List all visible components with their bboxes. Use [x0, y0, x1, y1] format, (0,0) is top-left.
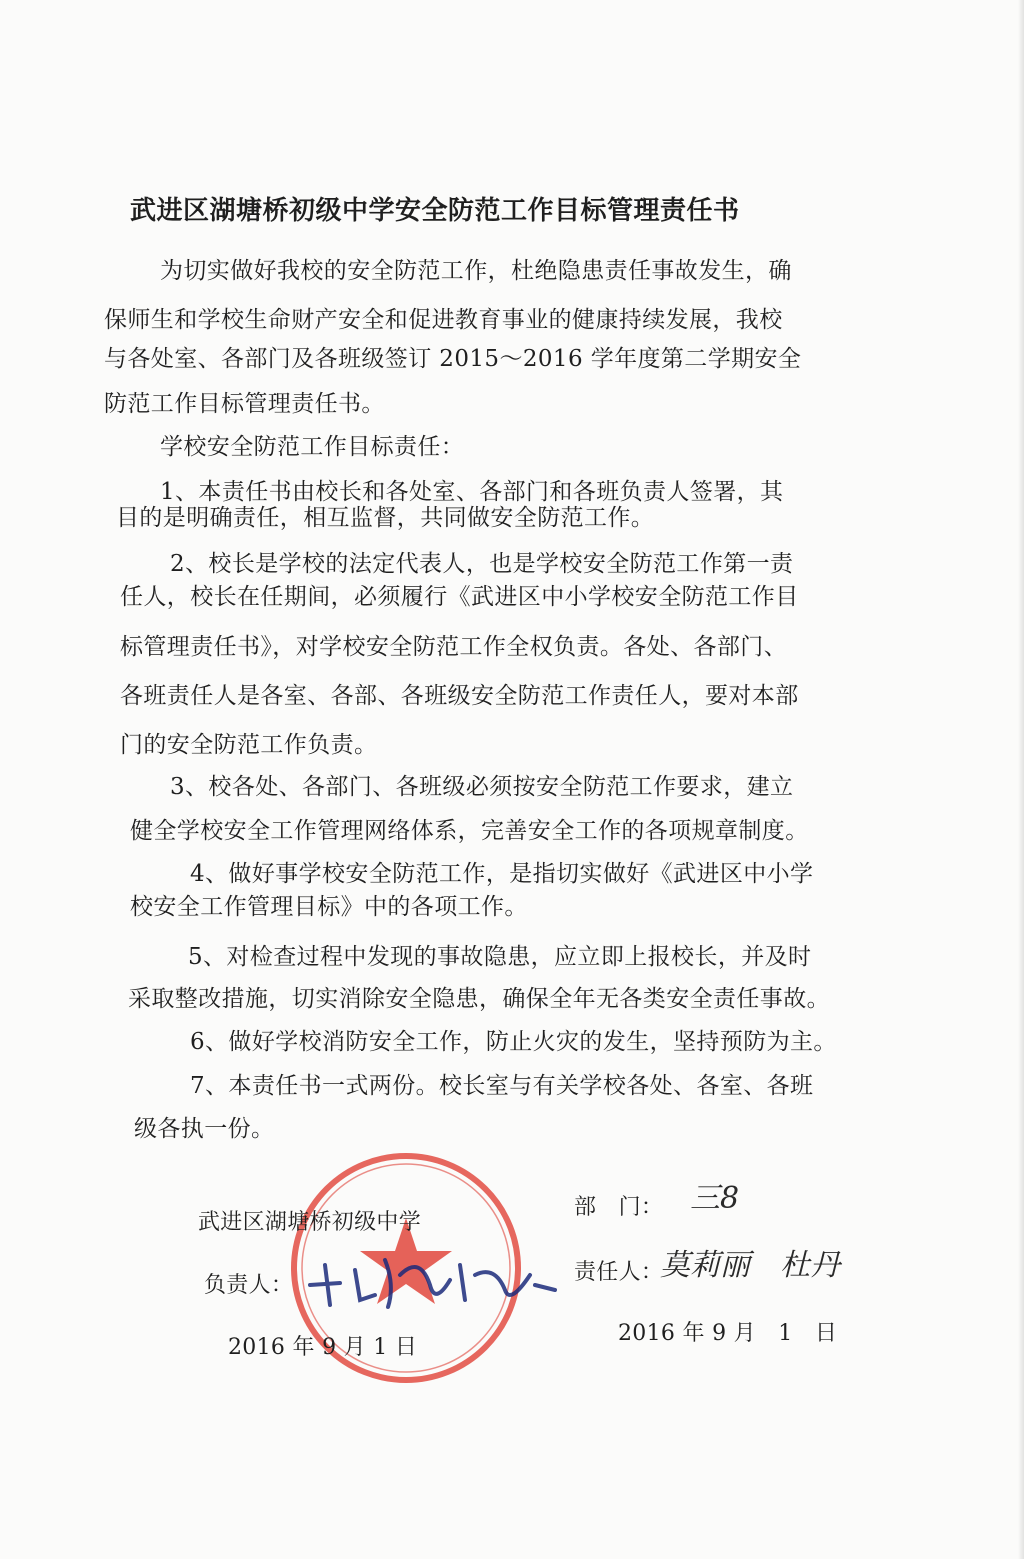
body-line: 6、做好学校消防安全工作，防止火灾的发生，坚持预防为主。 [190, 1029, 837, 1055]
document-title: 武进区湖塘桥初级中学安全防范工作目标管理责任书 [130, 196, 740, 226]
body-line: 各班责任人是各室、各部、各班级安全防范工作责任人，要对本部 [120, 683, 799, 709]
body-line: 4、做好事学校安全防范工作，是指切实做好《武进区中小学 [190, 861, 814, 887]
body-line: 目的是明确责任，相互监督，共同做安全防范工作。 [116, 505, 655, 531]
body-line: 健全学校安全工作管理网络体系，完善安全工作的各项规章制度。 [130, 818, 809, 844]
left-person-label: 负责人： [204, 1273, 294, 1298]
body-line: 2、校长是学校的法定代表人，也是学校安全防范工作第一责 [170, 551, 794, 577]
body-line: 采取整改措施，切实消除安全隐患，确保全年无各类安全责任事故。 [128, 986, 830, 1012]
body-line: 防范工作目标管理责任书。 [104, 391, 385, 417]
body-line: 标管理责任书》，对学校安全防范工作全权负责。各处、各部门、 [120, 634, 788, 660]
scan-edge-shadow [1018, 0, 1024, 1559]
left-org-name: 武进区湖塘桥初级中学 [198, 1210, 422, 1235]
right-dept-value: 三8 [690, 1181, 740, 1216]
right-person-value: 莫莉丽 杜丹 [660, 1248, 840, 1283]
body-line: 1、本责任书由校长和各处室、各部门和各班负责人签署，其 [160, 479, 784, 505]
body-line: 保师生和学校生命财产安全和促进教育事业的健康持续发展，我校 [104, 307, 783, 333]
left-date: 2016 年 9 月 1 日 [228, 1335, 418, 1360]
body-line: 校安全工作管理目标》中的各项工作。 [130, 894, 528, 920]
right-date: 2016 年 9 月 1 日 [618, 1321, 838, 1346]
body-line: 5、对检查过程中发现的事故隐患，应立即上报校长，并及时 [188, 944, 812, 970]
body-line: 7、本责任书一式两份。校长室与有关学校各处、各室、各班 [190, 1073, 814, 1099]
body-line: 任人，校长在任期间，必须履行《武进区中小学校安全防范工作目 [120, 584, 799, 610]
body-line: 为切实做好我校的安全防范工作，杜绝隐患责任事故发生，确 [160, 258, 792, 284]
body-line: 与各处室、各部门及各班级签订 2015～2016 学年度第二学期安全 [104, 346, 802, 372]
right-person-label: 责任人： [574, 1260, 664, 1285]
body-line: 门的安全防范工作负责。 [120, 732, 378, 758]
body-line: 级各执一份。 [134, 1116, 275, 1142]
right-dept-label: 部 门： [574, 1195, 664, 1220]
left-handwritten-signature [300, 1245, 560, 1315]
body-line: 学校安全防范工作目标责任： [160, 434, 465, 460]
body-line: 3、校各处、各部门、各班级必须按安全防范工作要求，建立 [170, 774, 794, 800]
